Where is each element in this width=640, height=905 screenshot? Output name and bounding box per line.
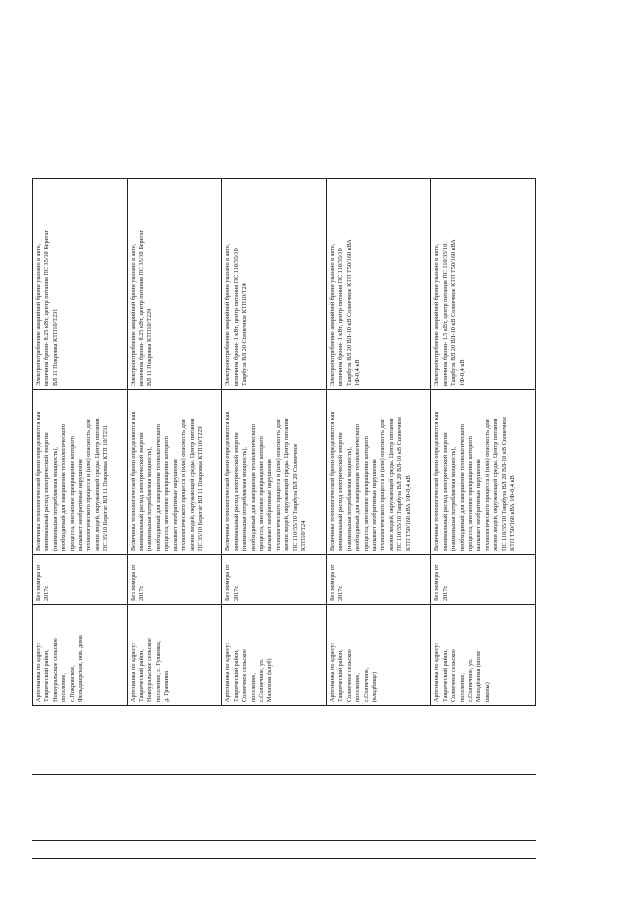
table-row bbox=[326, 179, 431, 706]
cell-text-line: Таврбуза ВЛ 20 Солнечное КТП10/Т24 bbox=[241, 283, 249, 386]
cell-text-line: величина брони- 1.5 кВт, центр питания ПС 110/35/10 bbox=[441, 243, 449, 386]
cell-text-line: 2017г. bbox=[138, 585, 146, 601]
address-cell bbox=[33, 605, 128, 706]
footer-rule-bottom bbox=[32, 858, 536, 859]
cell-text-line: Таврический район, bbox=[441, 649, 449, 702]
cell-text-line: минимальный расход электрической энергии bbox=[232, 432, 240, 551]
cell-text-line: технологического процесса и (или) опасность для bbox=[379, 419, 387, 551]
cell-text-line: величина брони- 8.25 кВт, центр питания ПС 35/10 Берегаг bbox=[138, 229, 146, 386]
cell-text-line: жизни людей, окружающей среды. Центр питания bbox=[283, 418, 291, 551]
cell-text-line: Величины технологической брони определяются как bbox=[35, 411, 42, 551]
cell-text-line: ВЛ 11 Покровка КТП10/Т229 bbox=[146, 308, 154, 386]
cell-text-line: (наименьшая потребляемая мощность), bbox=[146, 447, 154, 551]
cell-text-line: Артезианка по адресу: bbox=[328, 642, 336, 702]
cell-text-line: ПС 110/35/10 Таврбуза ВЛ 20 ВЛ-10 кВ Солнечное bbox=[500, 416, 508, 551]
tech-reserve-cell bbox=[326, 390, 431, 555]
cell-text-line: (кладбище) bbox=[370, 671, 378, 702]
cell-text-line: школы) bbox=[483, 682, 491, 702]
cell-text-line: вызывает необратимые нарушения bbox=[475, 459, 483, 551]
footer-rule-top bbox=[32, 774, 536, 775]
cell-text-line: Новоуральское сельское bbox=[146, 638, 154, 702]
act-number-cell bbox=[33, 555, 128, 605]
act-number-cell bbox=[222, 555, 327, 605]
cell-text-line: минимальный расход электрической энергии bbox=[138, 432, 146, 551]
cell-text-line: жизни людей, окружающей среды. Центр питания bbox=[93, 418, 101, 551]
cell-text-line: Молодёжная (возле bbox=[475, 650, 483, 702]
cell-text-line: КТП10/Т24 bbox=[300, 520, 307, 551]
table-row bbox=[127, 179, 222, 706]
tech-reserve-cell bbox=[33, 390, 128, 555]
cell-text-line: вызывает необратимые нарушения bbox=[171, 459, 179, 551]
cell-text-line: необходимый для завершения технологического bbox=[354, 423, 362, 551]
cell-text-line: д. Гранкина bbox=[163, 671, 171, 702]
cell-text-line: (наименьшая потребляемая мощность), bbox=[345, 447, 353, 551]
cell-text-line: Величины технологической брони определяются как bbox=[224, 411, 232, 551]
act-number-cell bbox=[326, 555, 431, 605]
tech-reserve-cell bbox=[127, 390, 222, 555]
cell-text-line: Величины технологической брони определяются как bbox=[129, 411, 137, 551]
cell-text-line: КТП Т50/160 кВА 1Ф-0,4 кВ bbox=[509, 475, 517, 551]
cell-text-line: жизни людей, окружающей среды. Центр питания bbox=[492, 418, 500, 551]
act-number-cell bbox=[431, 555, 536, 605]
emergency-reserve-cell bbox=[127, 179, 222, 390]
cell-text-line: Артезианка по адресу: bbox=[224, 642, 232, 702]
cell-text-line: величина брони- 1 кВт, центр питания ПС 110/35/10 bbox=[232, 248, 240, 386]
footer-rule-middle bbox=[32, 840, 536, 841]
emergency-reserve-cell bbox=[326, 179, 431, 390]
cell-text-line: ВЛ 11 Покровка КТП10/Т231 bbox=[51, 308, 59, 386]
cell-text-line: 1Ф-0,4 кВ bbox=[354, 359, 362, 386]
address-cell bbox=[431, 605, 536, 706]
cell-text-line: необходимый для завершения технологического bbox=[154, 423, 162, 551]
cell-text-line: вызывает необратимые нарушения bbox=[77, 459, 85, 551]
cell-text-line: технологического процесса и (или) опасность для bbox=[85, 419, 93, 551]
cell-text-line: вызывает необратимые нарушения bbox=[266, 459, 274, 551]
cell-text-line: Электропотребление аварийной брони указано в акте, bbox=[224, 243, 232, 386]
cell-text-line: с.Солнечное, ул. bbox=[467, 658, 475, 702]
table-row bbox=[33, 179, 128, 706]
cell-text-line: минимальный расход электрической энергии bbox=[43, 432, 51, 551]
cell-text-line: необходимый для завершения технологического bbox=[60, 423, 68, 551]
cell-text-line: ПС 35/10 Берегаг ВЛ 11 Покровка КТП10/Т229 bbox=[196, 426, 204, 551]
table-row bbox=[222, 179, 327, 706]
cell-text-line: Таврбуза ВЛ 20 ВЛ-10 кВ Солнечное КТП Т50/160 кВА bbox=[345, 239, 353, 386]
cell-text-line: Солнечное сельское bbox=[345, 649, 353, 702]
cell-text-line: Величины технологической брони определяются как bbox=[433, 411, 441, 551]
table-row bbox=[431, 179, 536, 706]
cell-text-line: необходимый для завершения технологического bbox=[249, 423, 257, 551]
cell-text-line: вызывает необратимые нарушения bbox=[370, 459, 378, 551]
cell-text-line: поселение, bbox=[354, 673, 362, 702]
cell-text-line: технологического процесса и (или) опасность для bbox=[483, 419, 491, 551]
cell-text-line: Таврический район, bbox=[43, 649, 51, 702]
cell-text-line: Солнечное сельское bbox=[450, 649, 458, 702]
cell-text-line: Малахова (клуб) bbox=[266, 658, 274, 702]
cell-text-line: ПС 35/10 Берегаг ВЛ 11 Покровка КТП 10/Т231 bbox=[102, 424, 110, 551]
cell-text-line: жизни людей, окружающей среды. Центр питания bbox=[387, 418, 395, 551]
emergency-reserve-table bbox=[32, 178, 536, 706]
cell-text-line: с.Солнечное, bbox=[362, 667, 370, 702]
cell-text-line: Солнечное сельское bbox=[241, 649, 249, 702]
act-number-cell bbox=[127, 555, 222, 605]
emergency-reserve-cell bbox=[431, 179, 536, 390]
tech-reserve-cell bbox=[222, 390, 327, 555]
rotated-table-region bbox=[32, 179, 536, 706]
cell-text-line: Таврический район, bbox=[337, 649, 345, 702]
cell-text-line: Новоуральское сельское bbox=[51, 638, 59, 702]
address-cell bbox=[326, 605, 431, 706]
cell-text-line: Без номера от bbox=[224, 564, 232, 601]
cell-text-line: величина брони- 8.25 кВт, центр питания ПС 35/10 Берегаг bbox=[43, 229, 51, 386]
cell-text-line: поселение, bbox=[458, 673, 466, 702]
cell-text-line: Фельдшерская, нов. дома bbox=[77, 635, 85, 702]
cell-text-line: процесса, внезапное прекращение которого bbox=[467, 436, 475, 551]
cell-text-line: процесса, внезапное прекращение которого bbox=[362, 436, 370, 551]
cell-text-line: Артезианка по адресу: bbox=[129, 642, 137, 702]
cell-text-line: (наименьшая потребляемая мощность), bbox=[51, 447, 59, 551]
cell-text-line: процесса, внезапное прекращение которого bbox=[257, 436, 265, 551]
cell-text-line: Таврбуза ВЛ 20 ВЛ-10 кВ Солнечное КТП Т50/160 кВА bbox=[450, 239, 458, 386]
cell-text-line: Без номера от bbox=[129, 564, 137, 601]
cell-text-line: поселение, bbox=[249, 673, 257, 702]
cell-text-line: 2017г. bbox=[441, 585, 449, 601]
cell-text-line: величина брони- 1 кВт, центр питания ПС 110/35/10 bbox=[337, 248, 345, 386]
cell-text-line: (наименьшая потребляемая мощность), bbox=[241, 447, 249, 551]
cell-text-line: Электропотребление аварийной брони указано в акте, bbox=[129, 243, 137, 386]
cell-text-line: ПС 110/35/10 Таврбуза ВЛ 20 Солнечное bbox=[291, 443, 299, 551]
cell-text-line: Артезианка по адресу: bbox=[35, 642, 42, 702]
cell-text-line: 2017г. bbox=[232, 585, 240, 601]
cell-text-line: Величины технологической брони определяются как bbox=[328, 411, 336, 551]
table-body bbox=[33, 179, 536, 706]
emergency-reserve-cell bbox=[222, 179, 327, 390]
cell-text-line: технологического процесса и (или) опасность для bbox=[274, 419, 282, 551]
cell-text-line: поселение, с. Гуляевка, bbox=[154, 640, 162, 702]
cell-text-line: КТП Т50/160 кВА 1Ф-0,4 кВ bbox=[404, 475, 412, 551]
cell-text-line: Электропотребление аварийной брони указано в акте, bbox=[328, 243, 336, 386]
cell-text-line: необходимый для завершения технологического bbox=[458, 423, 466, 551]
cell-text-line: с.Солнечное, ул. bbox=[257, 658, 265, 702]
cell-text-line: 2017г. bbox=[337, 585, 345, 601]
cell-text-line: жизни людей, окружающей среды. Центр питания bbox=[188, 418, 196, 551]
cell-text-line: поселение, bbox=[60, 673, 68, 702]
emergency-reserve-cell bbox=[33, 179, 128, 390]
cell-text-line: Без номера от bbox=[328, 564, 336, 601]
cell-text-line: технологического процесса и (или) опасность для bbox=[180, 419, 188, 551]
cell-text-line: минимальный расход электрической энергии bbox=[337, 432, 345, 551]
address-cell bbox=[127, 605, 222, 706]
address-cell bbox=[222, 605, 327, 706]
cell-text-line: ПС 110/35/10 Таврбуза ВЛ 20 ВЛ-10 кВ Солнечное bbox=[396, 416, 404, 551]
cell-text-line: Без номера от bbox=[433, 564, 441, 601]
cell-text-line: Электропотребление аварийной брони указано в акте, bbox=[35, 243, 42, 386]
cell-text-line: Артезианка по адресу: bbox=[433, 642, 441, 702]
cell-text-line: процесса, внезапное прекращение которого bbox=[68, 436, 76, 551]
cell-text-line: минимальный расход электрической энергии bbox=[441, 432, 449, 551]
cell-text-line: (наименьшая потребляемая мощность), bbox=[450, 447, 458, 551]
cell-text-line: 1Ф-0,4 кВ bbox=[458, 359, 466, 386]
cell-text-line: 2017г. bbox=[43, 585, 51, 601]
cell-text-line: Таврический район, bbox=[232, 649, 240, 702]
tech-reserve-cell bbox=[431, 390, 536, 555]
cell-text-line: процесса, внезапное прекращение которого bbox=[163, 436, 171, 551]
cell-text-line: с.Покровское, bbox=[68, 665, 76, 702]
cell-text-line: Без номера от bbox=[35, 564, 42, 601]
rotated-table-container bbox=[32, 179, 536, 706]
cell-text-line: Таврический район, bbox=[138, 649, 146, 702]
cell-text-line: Электропотребление аварийной брони указано в акте, bbox=[433, 243, 441, 386]
